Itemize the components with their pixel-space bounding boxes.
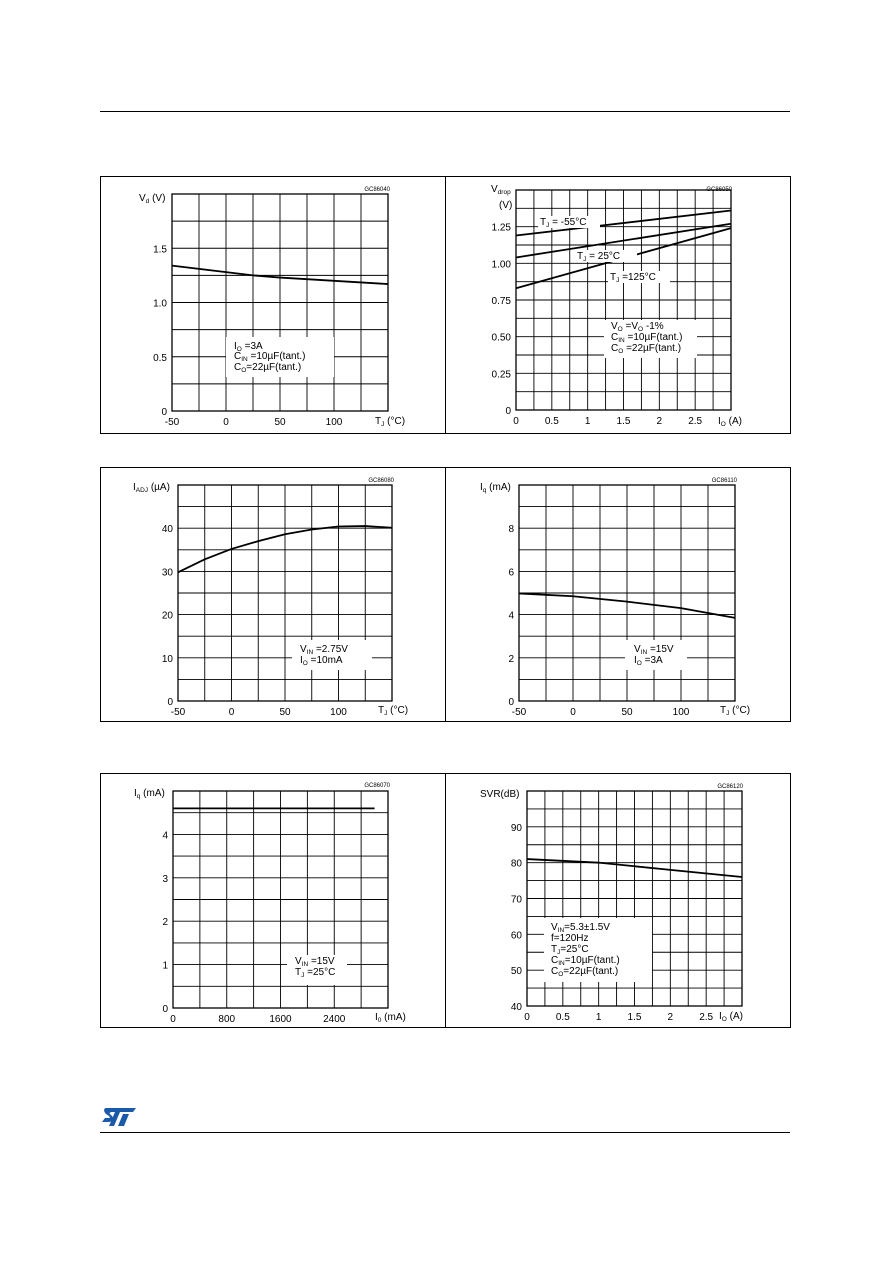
y-tick-label: 4 bbox=[162, 830, 168, 842]
y-tick-label: 70 bbox=[510, 894, 522, 906]
y-axis-label: $I_{ADJ}$ (µA) bbox=[133, 482, 170, 494]
y-tick-label: 6 bbox=[508, 567, 514, 579]
x-tick-label: -50 bbox=[511, 707, 527, 718]
y-tick-label: 0.50 bbox=[491, 332, 511, 344]
x-tick-label: 100 bbox=[325, 417, 343, 428]
annotation-line: $V_{IN} =15V$ bbox=[295, 956, 335, 968]
series-label: $T_J =125^\circ C$ bbox=[610, 272, 656, 284]
y-tick-label: 1 bbox=[162, 960, 168, 972]
y-tick-label: 0.75 bbox=[491, 296, 511, 307]
y-tick-label: 1.0 bbox=[153, 298, 167, 310]
x-tick-label: 50 bbox=[274, 417, 286, 428]
y-tick-label: 1.00 bbox=[491, 259, 511, 271]
x-tick-label: 1600 bbox=[269, 1014, 292, 1025]
y-tick-label: 90 bbox=[510, 822, 522, 834]
y-tick-label: 2 bbox=[162, 917, 168, 929]
figure-code: GC86040 bbox=[364, 187, 390, 193]
annotation-line: $T_J =25^\circ C$ bbox=[295, 967, 336, 979]
x-tick-label: 100 bbox=[672, 707, 690, 718]
annotation-line: $C_{IN}=10\mu F(\tan t.)$ bbox=[551, 955, 620, 967]
x-tick-label: 0 bbox=[513, 416, 519, 427]
x-axis-label: $I_O$ (A) bbox=[719, 1011, 743, 1023]
y-tick-label: 20 bbox=[161, 610, 173, 622]
x-tick-label: 1 bbox=[584, 416, 591, 427]
x-tick-label: 0 bbox=[170, 1014, 176, 1025]
x-tick-label: 100 bbox=[330, 707, 347, 718]
x-tick-label: -50 bbox=[170, 707, 186, 718]
y-axis-label: $I_q$ (mA) bbox=[480, 482, 511, 494]
y-tick-label: 40 bbox=[161, 524, 173, 536]
x-tick-label: 50 bbox=[279, 707, 291, 718]
x-tick-label: 0.5 bbox=[555, 1012, 570, 1023]
figure-code: GC86070 bbox=[364, 783, 390, 789]
annotation-line: $T_J=25^\circ C$ bbox=[551, 944, 589, 956]
y-tick-label: 0 bbox=[161, 407, 167, 418]
x-tick-label: 0 bbox=[570, 707, 576, 718]
x-tick-label: 2.5 bbox=[699, 1012, 714, 1023]
x-tick-label: 2 bbox=[667, 1012, 674, 1023]
annotation-line: $C_{IN} =10\mu F(\tan t.)$ bbox=[611, 332, 683, 344]
y-axis-unit: (V) bbox=[499, 200, 513, 211]
x-tick-label: 2400 bbox=[323, 1014, 346, 1025]
y-tick-label: 0.5 bbox=[153, 352, 167, 364]
y-axis-label: $V_d$ (V) bbox=[139, 193, 166, 205]
x-axis-label: $T_J$ (°C) bbox=[720, 705, 751, 717]
x-axis-label: $T_J$ (°C) bbox=[375, 416, 406, 428]
y-axis-label: $V_{drop}$ bbox=[491, 184, 511, 196]
x-tick-label: 1.5 bbox=[616, 416, 631, 427]
annotation-line: $I_O =10mA$ bbox=[300, 655, 343, 667]
y-tick-label: 40 bbox=[510, 1002, 522, 1013]
x-axis-label: $I_0$ (mA) bbox=[375, 1012, 406, 1024]
x-axis-label: $T_J$ (°C) bbox=[378, 705, 409, 717]
annotation-line: $C_O=22\mu F(\tan t.)$ bbox=[234, 362, 302, 374]
y-tick-label: 50 bbox=[510, 966, 522, 978]
x-tick-label: 0.5 bbox=[544, 416, 559, 427]
y-tick-label: 0.25 bbox=[491, 369, 511, 381]
y-tick-label: 1.5 bbox=[153, 244, 167, 256]
figure-code: GC86080 bbox=[368, 478, 394, 484]
series-label: $T_J = 25^\circ C$ bbox=[577, 251, 621, 263]
y-tick-label: 0 bbox=[508, 697, 514, 708]
st-logo bbox=[100, 1106, 140, 1128]
x-tick-label: 0 bbox=[228, 707, 235, 718]
annotation-line: $C_O =22\mu F(\tan t.)$ bbox=[611, 343, 682, 355]
annotation-line: f=120Hz bbox=[551, 933, 589, 944]
figure-code: GC86110 bbox=[711, 478, 737, 484]
x-tick-label: 50 bbox=[621, 707, 633, 718]
x-tick-label: 800 bbox=[218, 1014, 236, 1025]
figure-code: GC86050 bbox=[706, 187, 732, 193]
y-tick-label: 30 bbox=[161, 567, 173, 579]
annotation-line: $I_O =3A$ bbox=[634, 655, 663, 667]
y-tick-label: 8 bbox=[508, 524, 514, 536]
y-tick-label: 10 bbox=[161, 653, 173, 665]
x-tick-label: 2.5 bbox=[688, 416, 703, 427]
y-tick-label: 2 bbox=[508, 653, 514, 665]
y-tick-label: 0 bbox=[162, 1004, 168, 1015]
annotation-line: $C_{IN} =10\mu F(\tan t.)$ bbox=[234, 351, 306, 363]
x-tick-label: 0 bbox=[524, 1012, 530, 1023]
series-label: $T_J = -55^\circ C$ bbox=[540, 217, 587, 229]
annotation-line: $I_O =3A$ bbox=[234, 341, 263, 353]
x-tick-label: 2 bbox=[656, 416, 663, 427]
annotation-line: $V_O =V_O$ -1% bbox=[611, 321, 664, 333]
annotation-line: $V_{IN}=5.3\pm 1.5V$ bbox=[551, 922, 610, 934]
y-tick-label: 60 bbox=[510, 930, 522, 942]
footer-rule bbox=[100, 1132, 790, 1133]
y-axis-label: $I_q$ (mA) bbox=[134, 788, 165, 800]
y-tick-label: 80 bbox=[510, 858, 522, 870]
y-tick-label: 4 bbox=[508, 610, 514, 622]
y-tick-label: 0 bbox=[505, 406, 511, 417]
x-tick-label: 0 bbox=[223, 417, 229, 428]
x-axis-label: $I_O$ (A) bbox=[718, 416, 742, 428]
y-tick-label: 1.25 bbox=[491, 222, 511, 234]
x-tick-label: -50 bbox=[164, 417, 180, 428]
figure-code: GC86120 bbox=[717, 784, 743, 790]
y-tick-label: 3 bbox=[162, 873, 168, 885]
annotation-line: $V_{IN} =2.75V$ bbox=[300, 644, 348, 656]
annotation-line: $C_O=22\mu F(\tan t.)$ bbox=[551, 966, 619, 978]
annotation-line: $V_{IN} =15V$ bbox=[634, 644, 674, 656]
x-tick-label: 1 bbox=[595, 1012, 602, 1023]
y-tick-label: 0 bbox=[167, 697, 173, 708]
y-axis-label: SVR(dB) bbox=[480, 789, 520, 800]
x-tick-label: 1.5 bbox=[627, 1012, 642, 1023]
